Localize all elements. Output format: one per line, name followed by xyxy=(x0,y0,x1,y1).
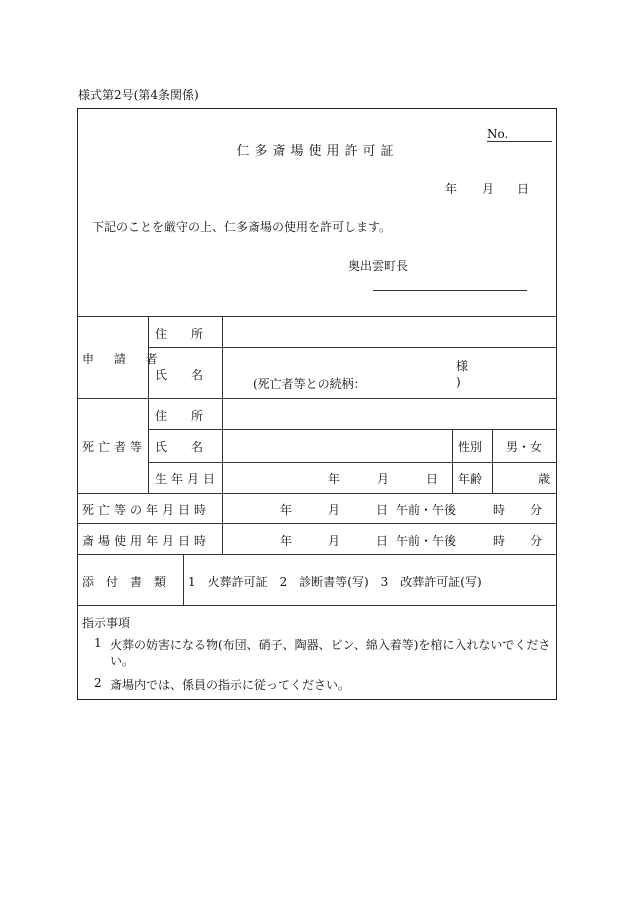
death-year: 年 xyxy=(280,503,293,517)
birth-month: 月 xyxy=(377,472,390,486)
applicant-address-label: 住 所 xyxy=(155,327,204,341)
applicant-name-label: 氏 名 xyxy=(155,368,204,382)
deceased-name-label: 氏 名 xyxy=(155,440,204,454)
birthdate-label: 生年月日 xyxy=(155,472,220,486)
death-hour: 時 xyxy=(493,503,506,517)
rule-applicant-bottom xyxy=(77,398,557,399)
attachments-label: 添 付 書 類 xyxy=(82,575,167,589)
rule-attach-col xyxy=(183,554,184,605)
use-day: 日 xyxy=(376,534,389,548)
number-label: No. xyxy=(487,127,509,141)
rule-attach-bottom xyxy=(77,605,557,606)
instruction-1-text: 火葬の妨害になる物(布団、硝子、陶器、ビン、綿入着等)を棺に入れないでくださ xyxy=(110,638,551,652)
death-minute: 分 xyxy=(530,503,543,517)
relation-label: (死亡者等との続柄： xyxy=(253,377,366,391)
issue-year: 年 xyxy=(445,182,458,196)
use-datetime-label: 斎場使用年月日時 xyxy=(82,534,211,548)
instruction-2-number: 2 xyxy=(94,676,102,690)
use-month: 月 xyxy=(328,534,341,548)
use-hour: 時 xyxy=(493,534,506,548)
form-title: 仁多斎場使用許可証 xyxy=(236,144,399,159)
issuer-title: 奥出雲町長 xyxy=(348,259,409,273)
attachments-list: 1 火葬許可証 2 診断書等(写) 3 改葬許可証(写) xyxy=(188,575,482,589)
rule-deceased-1 xyxy=(148,429,557,430)
deceased-address-label: 住 所 xyxy=(155,409,204,423)
sex-options: 男・女 xyxy=(506,440,543,454)
rule-col3 xyxy=(452,429,453,493)
rule-col1 xyxy=(148,316,149,493)
relation-close: ) xyxy=(456,375,461,389)
death-day: 日 xyxy=(376,503,389,517)
rule-header-bottom xyxy=(77,316,557,317)
instruction-1-number: 1 xyxy=(94,636,102,650)
birth-year: 年 xyxy=(328,472,341,486)
use-minute: 分 xyxy=(530,534,543,548)
permit-statement: 下記のことを厳守の上、仁多斎場の使用を許可します。 xyxy=(92,220,392,234)
use-ampm: 午前・午後 xyxy=(396,534,457,548)
honorific-sama: 様 xyxy=(456,359,469,373)
rule-applicant-mid xyxy=(148,347,557,348)
rule-deceased-bottom xyxy=(77,493,557,494)
issuer-signature-line xyxy=(373,290,527,291)
death-ampm: 午前・午後 xyxy=(396,503,457,517)
issue-month: 月 xyxy=(482,182,495,196)
rule-col4 xyxy=(492,429,493,493)
birth-day: 日 xyxy=(426,472,439,486)
sex-label: 性別 xyxy=(458,440,483,454)
form-number-label: 様式第2号(第4条関係) xyxy=(78,88,199,102)
rule-deceased-2 xyxy=(148,462,557,463)
rule-col2 xyxy=(222,316,223,554)
age-unit: 歳 xyxy=(538,472,551,486)
instruction-2-text: 斎場内では、係員の指示に従ってください。 xyxy=(110,678,351,692)
number-underline xyxy=(487,141,552,142)
issue-day: 日 xyxy=(517,182,530,196)
age-label: 年齢 xyxy=(458,472,483,486)
rule-death-bottom xyxy=(77,523,557,524)
death-month: 月 xyxy=(328,503,341,517)
applicant-label: 申 請 者 xyxy=(82,352,166,366)
instruction-1-text-cont: い。 xyxy=(110,654,135,668)
rule-use-bottom xyxy=(77,554,557,555)
death-datetime-label: 死亡等の年月日時 xyxy=(82,503,211,517)
deceased-label: 死亡者等 xyxy=(82,440,147,454)
use-year: 年 xyxy=(280,534,293,548)
instructions-heading: 指示事項 xyxy=(82,616,131,630)
